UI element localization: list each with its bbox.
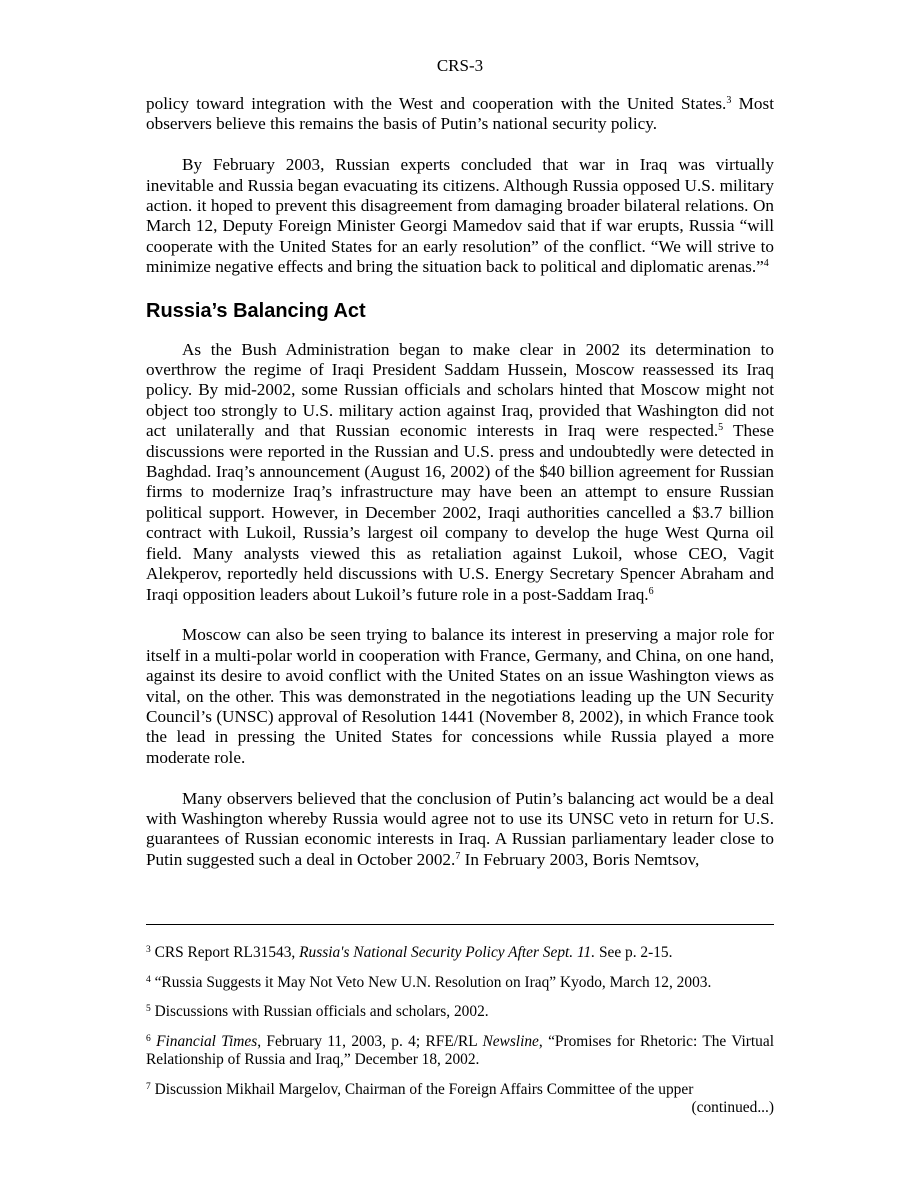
- paragraph-4: Moscow can also be seen trying to balance its interest in preserving a major role for itself in a multi-polar world in cooperation with France, Germany, and China, on one hand, against its desire to avoid conflict with the United States on an issue Washington views as vital, on the other. This was demonstrated in the negotiations leading up the UN Security Council’s (UNSC) approval of Resolution 1441 (November 8, 2002), in which France took the lead in pressing the United States for concessions while Russia played a more moderate role.: [146, 625, 774, 767]
- page-number: CRS-3: [436, 56, 484, 75]
- footnote-4: $^4$ “Russia Suggests it May Not Veto New U.N. Resolution on Iraq” Kyodo, March 12, 2003.: [146, 973, 712, 991]
- footnotes: [146, 944, 774, 1118]
- footnote-ref-4[interactable]: 4: [763, 258, 769, 270]
- footnote-ref-5[interactable]: 5: [718, 422, 724, 434]
- footnote-6: $^6$ Financial Times, February 11, 2003, p. 4; RFE/RL Newsline, “Promises for Rhetoric: The Virtual Relationship of Russia and Iraq,” December 18, 2002.: [146, 1032, 774, 1068]
- paragraph-3: As the Bush Administration began to make clear in 2002 its determination to overthrow the regime of Iraqi President Saddam Hussein, Moscow reassessed its Iraq policy. By mid-2002, some Russian officials and scholars hinted that Moscow might not object too strongly to U.S. military action against Iraq, provided that Washington did not act unilaterally and that Russian economic interests in Iraq were respected.$^5$ These discussions were reported in the Russian and U.S. press and undoubtedly were detected in Baghdad. Iraq’s announcement (August 16, 2002) of the $40 billion agreement for Russian firms to modernize Iraq’s infrastructure may have been an attempt to ensure Russian political support. However, in December 2002, Iraqi authorities cancelled a $3.7 billion contract with Lukoil, Russia’s largest oil company to develop the huge West Qurna oil field. Many analysts viewed this as retaliation against Lukoil, whose CEO, Vagit Alekperov, reportedly held discussions with U.S. Energy Secretary Spencer Abraham and Iraqi opposition leaders about Lukoil’s future role in a post-Saddam Iraq.$^6$: [146, 339, 774, 604]
- paragraph-2: By February 2003, Russian experts concluded that war in Iraq was virtually inevitable and Russia began evacuating its citizens. Although Russia opposed U.S. military action. it hoped to prevent this disagreement from damaging broader bilateral relations. On March 12, Deputy Foreign Minister Georgi Mamedov said that if war erupts, Russia “will cooperate with the United States for an early resolution” of the conflict. “We will strive to minimize negative effects and bring the situation back to political and diplomatic arenas.”$^4$: [146, 155, 774, 277]
- footnote-ref-7[interactable]: 7: [455, 850, 461, 862]
- footnote-3: $^3$ CRS Report RL31543, Russia's National Security Policy After Sept. 11. See p. 2-15.: [146, 944, 673, 961]
- footnote-divider: [146, 924, 774, 925]
- footnote-ref-6[interactable]: 6: [648, 585, 654, 597]
- footnote-ref-3[interactable]: 3: [726, 95, 732, 106]
- continued-note: (continued...): [691, 1099, 774, 1116]
- footnote-5: $^5$ Discussions with Russian officials and scholars, 2002.: [146, 1003, 489, 1020]
- section-heading: Russia’s Balancing Act: [146, 299, 366, 322]
- body-text: [146, 94, 774, 870]
- footnote-7: $^7$ Discussion Mikhail Margelov, Chairman of the Foreign Affairs Committee of the upper: [146, 1080, 694, 1098]
- paragraph-5: Many observers believed that the conclusion of Putin’s balancing act would be a deal with Washington whereby Russia would agree not to use its UNSC veto in return for U.S. guarantees of Russian economic interests in Iraq. A Russian parliamentary leader close to Putin suggested such a deal in October 2002.$^7$ In February 2003, Boris Nemtsov,: [146, 788, 774, 869]
- paragraph-1: policy toward integration with the West and cooperation with the United States.$^3$ Most observers believe this remains the basis of Putin’s national security policy.: [146, 94, 774, 134]
